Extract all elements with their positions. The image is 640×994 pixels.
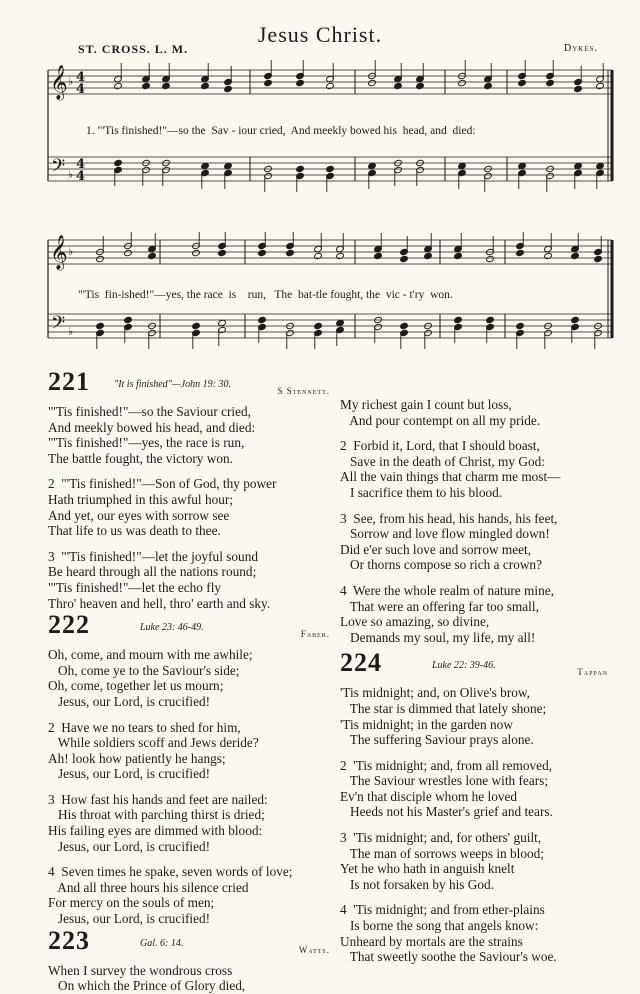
lyric-line-1: 1. "'Tis finished!"—so the Sav - iour cried, And meekly bowed his head, and died: (86, 125, 476, 137)
verse-line: That sweetly soothe the Saviour's woe. (340, 949, 557, 965)
verse-line: And all three hours his silence cried (48, 879, 249, 895)
verse-line: For mercy on the souls of men; (48, 895, 215, 911)
treble-clef-icon: 𝄞 (50, 235, 68, 270)
verse-line: The man of sorrows weeps in blood; (340, 845, 544, 861)
note-head (148, 252, 157, 259)
verse-line: 2 Forbid it, Lord, that I should boast, (340, 438, 540, 454)
note-head (368, 162, 377, 169)
note-head (218, 319, 227, 326)
note-head (571, 252, 580, 259)
hymn-author: S Stennett. (277, 386, 330, 396)
verse-line: Hath triumphed in this awful hour; (48, 491, 234, 507)
verse-line: Is not forsaken by his God. (340, 876, 495, 892)
note-head (400, 255, 409, 262)
note-head (162, 82, 171, 89)
note-head (546, 79, 555, 86)
verse-line: "'Tis finished!"—yes, the race is run, (48, 435, 245, 451)
verse-line: When I survey the wondrous cross (48, 962, 233, 978)
verse-line: Did e'er such love and sorrow meet, (340, 541, 532, 557)
verse-line: 'Tis midnight; and, on Olive's brow, (340, 685, 530, 701)
verse-line: That life to us was death to thee. (48, 523, 221, 539)
note-head (454, 316, 463, 323)
note-head (326, 82, 335, 89)
verse-line: The Saviour wrestles lone with fears; (340, 773, 549, 789)
verse-line: And pour contempt on all my pride. (340, 412, 541, 428)
flat-icon: ♭ (68, 168, 74, 181)
note-head (484, 82, 493, 89)
note-head (258, 249, 267, 256)
note-head (336, 252, 345, 259)
verse-line: His failing eyes are dimmed with blood: (48, 823, 263, 839)
verse-line: Jesus, our Lord, is crucified! (48, 838, 211, 854)
note-head (518, 79, 527, 86)
note-head (416, 82, 425, 89)
note-head (454, 252, 463, 259)
verse-line: Or thorns compose so rich a crown? (340, 557, 542, 573)
note-head (124, 249, 133, 256)
verse-line: Ev'n that disciple whom he loved (340, 788, 518, 804)
scripture-reference: Gal. 6: 14. (140, 937, 184, 949)
flat-icon: ♭ (68, 325, 74, 338)
hymn-223-header (48, 925, 330, 963)
note-head (224, 162, 233, 169)
verse-line: Be heard through all the nations round; (48, 564, 257, 580)
verse-line: 3 See, from his head, his hands, his feet, (340, 510, 558, 526)
note-head (394, 82, 403, 89)
note-head (336, 319, 345, 326)
hymn-222-header (48, 610, 330, 647)
flat-icon: ♭ (68, 245, 74, 258)
verse-line: Ah! look how patiently he hangs; (48, 750, 226, 766)
scripture-reference: Luke 23: 46-49. (140, 622, 204, 634)
verse-line: 3 "'Tis finished!"—let the joyful sound (48, 548, 258, 564)
verse-line: "'Tis finished!"—so the Saviour cried, (48, 404, 251, 419)
note-head (192, 249, 201, 256)
hymn-number: 221 (48, 367, 90, 396)
bass-clef-icon: 𝄢 (51, 156, 66, 181)
note-head (296, 79, 305, 86)
note-head (96, 322, 105, 329)
verse-line: Jesus, our Lord, is crucified! (48, 693, 211, 709)
verse-line: My richest gain I count but loss, (340, 397, 512, 412)
hymn-number: 223 (48, 925, 90, 955)
note-head (314, 322, 323, 329)
note-head (264, 79, 273, 86)
hymn-224-header (340, 648, 608, 685)
verse-line: Sorrow and love flow mingled down! (340, 526, 550, 542)
note-head (201, 162, 210, 169)
verse-line: And yet, our eyes with sorrow see (48, 507, 230, 523)
verse-line: Demands my soul, my life, my all! (340, 629, 536, 645)
verse-line: Is borne the song that angels know: (340, 918, 539, 934)
verse-line: Oh, come, and mourn with me awhile; (48, 647, 253, 663)
note-head (400, 322, 409, 329)
verse-line: Oh, come ye to the Saviour's side; (48, 662, 240, 678)
note-head (544, 252, 553, 259)
verse-line: Oh, come, together let us mourn; (48, 678, 224, 694)
note-head (571, 316, 580, 323)
verse-line: Save in the death of Christ, my God: (340, 453, 545, 469)
verse-line: Jesus, our Lord, is crucified! (48, 911, 211, 927)
scripture-reference: Luke 22: 39-46. (432, 660, 496, 672)
note-head (192, 322, 201, 329)
verse-line: That were an offering far too small, (340, 598, 539, 614)
hymn-author: Faber. (300, 629, 330, 640)
hymn-221-header (48, 367, 330, 404)
flat-icon: ♭ (68, 75, 74, 88)
verse-line: Love so amazing, so divine, (340, 614, 490, 630)
hymn-author: Tappan (577, 667, 608, 678)
hymn-224-body (340, 685, 608, 965)
verse-line: 'Tis midnight; in the garden now (340, 716, 513, 732)
verse-line: And meekly bowed his head, and died: (48, 419, 256, 435)
note-head (458, 162, 467, 169)
hymn-222-body (48, 647, 330, 927)
lyric-line-2: "'Tis fin-ished!"—yes, the race is run, The bat-tle fought, the vic - t'ry won. (78, 289, 453, 301)
hymn-author: Watts. (298, 944, 330, 955)
hymn-221-body (48, 404, 330, 611)
composer-name: Dykes. (563, 43, 598, 54)
note-head (518, 162, 527, 169)
right-column (340, 397, 608, 965)
verse-line: Unheard by mortals are the strains (340, 933, 523, 949)
note-head (142, 82, 151, 89)
verse-line: 2 "'Tis finished!"—Son of God, thy power (48, 476, 277, 492)
note-head (286, 249, 295, 256)
verse-line: 3 How fast his hands and feet are nailed: (48, 791, 268, 807)
hymn-223-body-part1 (48, 963, 330, 994)
verse-line: The star is dimmed that lately shone; (340, 700, 547, 716)
verse-line: 2 'Tis midnight; and, from all removed, (340, 757, 553, 773)
note-head (368, 79, 377, 86)
note-head (596, 162, 605, 169)
note-head (314, 252, 323, 259)
note-head (114, 82, 123, 89)
note-head (516, 249, 525, 256)
tune-name: ST. CROSS. L. M. (78, 42, 189, 56)
verse-line: The battle fought, the victory won. (48, 450, 234, 466)
note-head (574, 85, 583, 92)
verse-line: 2 Have we no tears to shed for him, (48, 719, 241, 735)
note-head (296, 165, 305, 172)
note-head (374, 252, 383, 259)
note-head (96, 255, 105, 262)
note-head (458, 79, 467, 86)
treble-clef-icon: 𝄞 (50, 65, 68, 100)
note-head (124, 316, 133, 323)
verse-line: The suffering Saviour prays alone. (340, 732, 534, 748)
verse-line: Yet he who hath in anguish knelt (340, 861, 515, 877)
note-head (594, 255, 603, 262)
verse-line: While soldiers scoff and Jews deride? (48, 735, 259, 751)
note-head (326, 165, 335, 172)
verse-line: Heeds not his Master's grief and tears. (340, 804, 553, 820)
note-head (224, 85, 233, 92)
note-head (201, 82, 210, 89)
note-head (574, 162, 583, 169)
note-head (218, 249, 227, 256)
verse-line: 4 Seven times he spake, seven words of love; (48, 864, 293, 880)
left-column (48, 367, 330, 994)
verse-line: All the vain things that charm me most— (340, 469, 561, 485)
note-head (516, 322, 525, 329)
hymn-223-body-part2 (340, 397, 608, 645)
verse-line: 4 Were the whole realm of nature mine, (340, 582, 554, 598)
note-head (486, 316, 495, 323)
hymn-number: 224 (340, 648, 382, 678)
hymn-number: 222 (48, 610, 90, 640)
bass-clef-icon: 𝄢 (51, 313, 66, 338)
page-title: Jesus Christ. (257, 22, 383, 47)
verse-line: His throat with parching thirst is dried; (48, 807, 265, 823)
verse-line: Jesus, our Lord, is crucified! (48, 766, 211, 782)
verse-line: Thro' heaven and hell, thro' earth and sky. (48, 595, 271, 611)
verse-line: 4 'Tis midnight; and from ether-plains (340, 902, 545, 918)
note-head (596, 82, 605, 89)
time-signature: 4 (76, 82, 86, 97)
note-head (114, 159, 123, 166)
note-head (258, 316, 267, 323)
time-signature: 4 (76, 70, 86, 85)
note-head (486, 255, 495, 262)
verse-line: On which the Prince of Glory died, (48, 978, 246, 994)
time-signature: 4 (76, 169, 86, 184)
verse-line: "'Tis finished!"—let the echo fly (48, 579, 222, 595)
scripture-reference: "It is finished"—John 19: 30. (114, 379, 232, 390)
verse-line: 3 'Tis midnight; and, for others' guilt, (340, 830, 542, 846)
note-head (424, 252, 433, 259)
time-signature: 4 (76, 157, 86, 172)
verse-line: I sacrifice them to his blood. (340, 484, 503, 500)
